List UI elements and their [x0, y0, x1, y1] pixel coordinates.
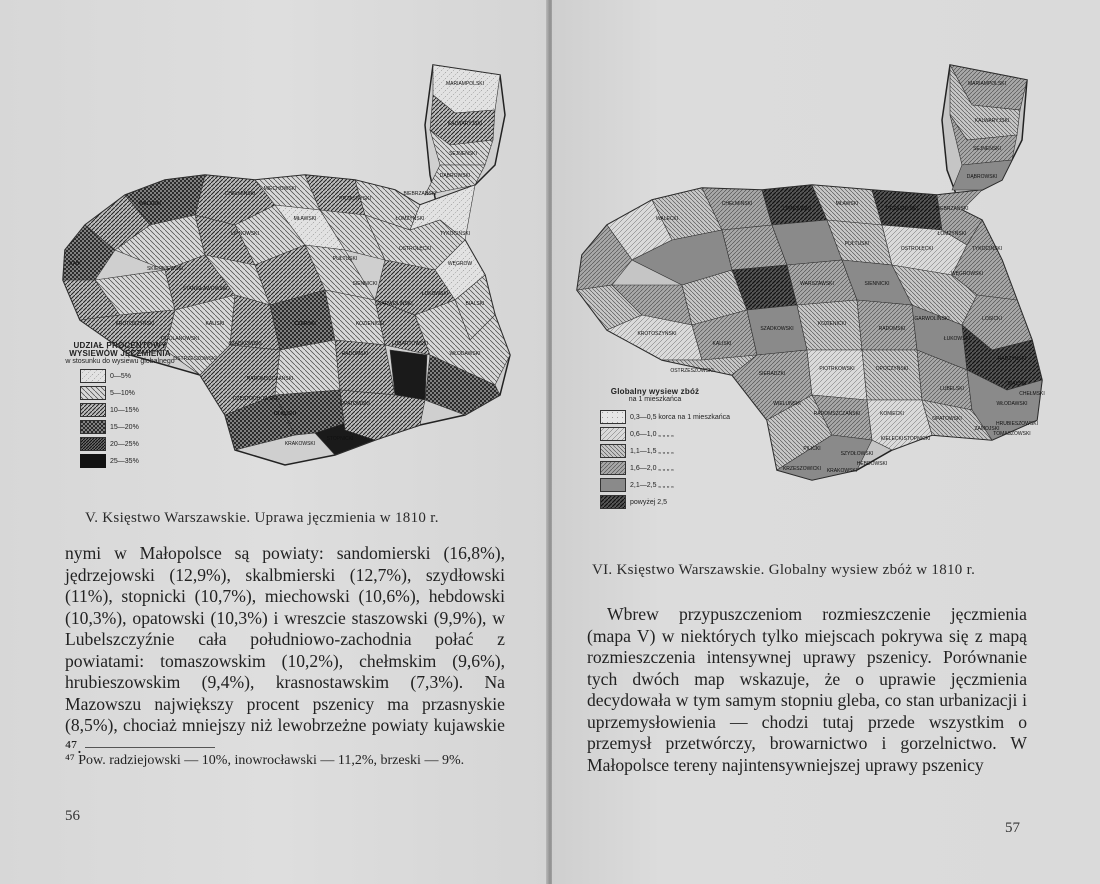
map-label: LOSICKI: [982, 316, 1002, 322]
map-label: ŁOMŻYŃSKI: [395, 216, 425, 222]
map-label: TOMASZOWSKI: [993, 431, 1031, 437]
map-label: TYKOCIŃSKI: [971, 246, 1003, 252]
map-label: KALWARYJSKI: [974, 118, 1010, 124]
map-label: SEJNEŃSKI: [973, 146, 1001, 152]
legend-item: [600, 427, 770, 441]
map-label: GARWOLIŃSKI: [377, 301, 413, 307]
legend-item: [600, 495, 770, 509]
map-label: KRAKOWSKI: [826, 468, 858, 474]
legend-item: [80, 454, 190, 468]
legend-item: [600, 444, 770, 458]
map-label: ODOLANOWSKI: [161, 336, 199, 342]
map-label: PRZASNYSKI: [339, 196, 371, 202]
legend-swatch: [80, 386, 106, 400]
map-label: ŁUKOWSKI: [943, 336, 971, 342]
right-page: [552, 0, 1100, 884]
legend-swatch: [600, 461, 626, 475]
map-label: DĄBROWSKI: [439, 173, 471, 179]
map-caption: V. Księstwo Warszawskie. Uprawa jęczmienia w 1810 r.: [85, 510, 439, 526]
map-label: WALECKI: [138, 201, 162, 207]
map-label: MIECHOWSKI: [263, 186, 297, 192]
page-number: 56: [65, 808, 80, 824]
map-label: KOZIENICKI: [355, 321, 385, 327]
map-label: CHEŁMSKI: [1019, 391, 1045, 397]
legend-subtitle: na 1 mieszkańca: [628, 396, 682, 403]
map-label: PILICKI: [803, 446, 821, 452]
legend-label: 15—20%: [110, 423, 139, 431]
map-label: BIALSKI: [465, 301, 485, 307]
footnote: ⁴⁷ Pow. radziejowski — 10%, inowrocławski — 11,2%, brzeski — 9%.: [65, 753, 465, 768]
map-label: LIPNOWSKI: [783, 206, 811, 212]
map-label: OPATOWSKI: [340, 401, 370, 407]
map-label: SIENNICKI: [864, 281, 890, 287]
legend-swatch: [600, 410, 626, 424]
map-label: SZADKOWSKI: [760, 326, 794, 332]
map-label: MARIAMPOLSKI: [967, 81, 1007, 87]
legend-item: [80, 369, 190, 383]
map-label: OSTRZESZOWSKI: [670, 368, 714, 374]
map-label: WARSZAWSKI: [800, 281, 834, 287]
legend-swatch: [600, 495, 626, 509]
map-label: DĄBROWSKI: [966, 174, 998, 180]
map-label: PUŁTUSKI: [844, 241, 870, 247]
paragraph: nymi w Małopolsce są powiaty: sandomierski (16,8%), jędrzejowski (12,9%), skalbmierski (12,7%), szydłowski (11%), stopnicki (10,7%), miechowski (10,6%), hebdowski (10,3%), opatowski (10,3%) i wreszcie staszowski (9,9%), w Lubelszczyźnie cała południowo-zachodnia połać z powiatami: tomaszowskim (10,2%), chełmskim (9,6%), hrubieszowskim (9,4%), krasnostawskim (7,3%). Na Mazowszu największy procent pszenicy ma przasnyskie (8,5%), chociaż mniejszy niż lewobrzeżne powiaty kujawskie ⁴⁷.: [65, 543, 505, 757]
map-label: LIPNOWSKI: [231, 231, 259, 237]
map-label: STOPNICKI: [903, 436, 931, 442]
map-label: LUBELSKI: [940, 386, 964, 392]
legend-swatch: [80, 420, 106, 434]
map-label: PIOTRKOWSKI: [819, 366, 855, 372]
legend-title: UDZIAŁ PROCENTOWY WYSIEWÓW JĘCZMIENIA: [69, 341, 171, 358]
legend-swatch: [600, 444, 626, 458]
map-label: CHEŁMIŃSKI: [721, 201, 753, 207]
map-label: CZERSKI: [294, 321, 316, 327]
map-label: KALISKI: [205, 321, 225, 327]
legend-swatch: [80, 454, 106, 468]
map-label: WŁODAWSKI: [996, 401, 1028, 407]
map-label: MŁAWSKI: [293, 216, 317, 222]
map-label: LUBARTOWSKI: [391, 341, 429, 347]
district-t5: [857, 300, 917, 350]
legend-swatch: [80, 403, 106, 417]
map-label: KALWARYJSKI: [447, 121, 483, 127]
map-label: KROTOSZYŃSKI: [637, 331, 677, 337]
map-label: SIENNICKI: [352, 281, 378, 287]
map-label: WŁODAWSKI: [449, 351, 481, 357]
map-label: RADOMSKI: [878, 326, 906, 332]
legend-label: 25—35%: [110, 457, 139, 465]
map-label: TYKOCIŃSKI: [439, 231, 471, 237]
map-label: BIEBRZAŃSKI: [935, 206, 969, 212]
map-label: OSTROŁĘCKI: [398, 246, 432, 252]
legend-item: [80, 437, 190, 451]
map-caption: VI. Księstwo Warszawskie. Globalny wysiew zbóż w 1810 r.: [592, 562, 976, 578]
legend-label: powyżej 2,5: [630, 498, 667, 506]
map-label: KALISKI: [712, 341, 732, 347]
map-label: MARIAMPOLSKI: [445, 81, 485, 87]
district-u3: [807, 350, 867, 400]
map-label: SZADKOWSKI: [228, 341, 262, 347]
map-label: WĘGROWSKI: [950, 271, 984, 277]
grain-map-legend: [600, 388, 770, 509]
map-label: SKIERNIEWSKI: [146, 266, 184, 272]
legend-label: 0—5%: [110, 372, 132, 380]
map-label: ZAMOJSKI: [974, 426, 1000, 432]
map-label: KOZIENICKI: [817, 321, 847, 327]
map-label: ŁUKOWSKI: [421, 291, 449, 297]
map-label: BIALSKI: [1007, 381, 1027, 387]
legend-swatch: [80, 369, 106, 383]
legend-label: 5—10%: [110, 389, 135, 397]
map-label: CZĘSTOCHOWSKI: [232, 396, 278, 402]
legend-item: [600, 461, 770, 475]
legend-swatch: [600, 478, 626, 492]
map-label: KONIECKI: [880, 411, 904, 417]
body-text: [587, 604, 1027, 776]
district-dark-1: [390, 350, 427, 400]
map-label: HEBDOWSKI: [856, 461, 888, 467]
legend-item: [80, 403, 190, 417]
legend-label: 2,1—2,5 „ „ „ „: [630, 481, 674, 489]
district-v4: [867, 400, 932, 450]
map-label: OSTROŁĘCKI: [900, 246, 934, 252]
body-text: [65, 543, 505, 758]
legend-swatch: [80, 437, 106, 451]
map-label: OLKUSKI: [274, 411, 296, 417]
map-label: OSTRZESZOWSKI: [173, 356, 217, 362]
map-label: BABI: [69, 261, 81, 267]
map-label: WALECKI: [655, 216, 679, 222]
map-label: KRZESZOWICKI: [782, 466, 822, 472]
paragraph: Wbrew przypuszczeniom rozmieszczenie jęczmienia (mapa V) w niektórych tylko miejscach pokrywa się z mapą rozmieszczenia intensywnej uprawy pszenicy. Porównanie tych dwóch map wskazuje, że o uprawie jęczmienia decydowała w tym samym stopniu gleba, co stan urbanizacji i uprzemysłowienia — chodzi tutaj przede wszystkim o przemysł przetwórczy, browarnictwo i gorzelnictwo. W Małopolsce tereny najintensywniejszej uprawy pszenicy: [587, 604, 1027, 775]
map-label: KROTOSZYŃSKI: [115, 321, 155, 327]
map-label: GARWOLIŃSKI: [914, 316, 950, 322]
legend-title: Globalny wysiew zbóż: [610, 387, 700, 396]
map-label: RADOMSZCZAŃSKI: [813, 411, 861, 417]
map-label: PUŁTUSKI: [332, 256, 358, 262]
legend-item: [80, 386, 190, 400]
map-label: RADOMSKI: [341, 351, 369, 357]
map-label: KRAKOWSKI: [284, 441, 316, 447]
map-label: OPOCZYŃSKI: [875, 366, 909, 372]
map-label: SIERADZKI: [758, 371, 786, 377]
legend-subtitle: w stosunku do wysiewu globalnego: [65, 358, 175, 365]
map-label: CHEŁMIŃSKI: [224, 191, 256, 197]
legend-label: 1,6—2,0 „ „ „ „: [630, 464, 674, 472]
legend-label: 0,6—1,0 „ „ „ „: [630, 430, 674, 438]
map-label: ŁOMŻYŃSKI: [937, 231, 967, 237]
legend-swatch: [600, 427, 626, 441]
map-label: STANISŁAWOWSKI: [182, 286, 228, 292]
map-label: RADOMSZCZAŃSKI: [246, 376, 294, 382]
map-label: HRUBIESZOWSKI: [996, 421, 1038, 427]
legend-label: 10—15%: [110, 406, 139, 414]
map-label: MŁAWSKI: [835, 201, 859, 207]
map-label: SEJNEŃSKI: [449, 151, 477, 157]
page-number: 57: [1005, 820, 1020, 836]
map-label: WĘGROW: [447, 261, 473, 267]
footnote-rule: [85, 747, 215, 748]
legend-item: [80, 420, 190, 434]
left-page: [0, 0, 548, 884]
district-u4: [862, 350, 922, 400]
map-label: BIEBRZAŃSKI: [403, 191, 437, 197]
map-label: STOPNICKI: [326, 436, 354, 442]
legend-label: 0,3—0,5 korca na 1 mieszkańca: [630, 413, 730, 421]
map-label: PRZASNYSKI: [886, 206, 918, 212]
map-label: OPATOWSKI: [932, 416, 962, 422]
legend-item: [600, 478, 770, 492]
legend-item: [600, 410, 770, 424]
map-label: RADZYŃSKI: [997, 356, 1027, 362]
map-label: KIELECKI: [880, 436, 904, 442]
legend-label: 20—25%: [110, 440, 139, 448]
map-label: WIELUŃSKI: [773, 401, 801, 407]
legend-label: 1,1—1,5 „ „ „ „: [630, 447, 674, 455]
barley-map-legend: [50, 342, 190, 468]
map-label: SZYDŁOWSKI: [840, 451, 874, 457]
